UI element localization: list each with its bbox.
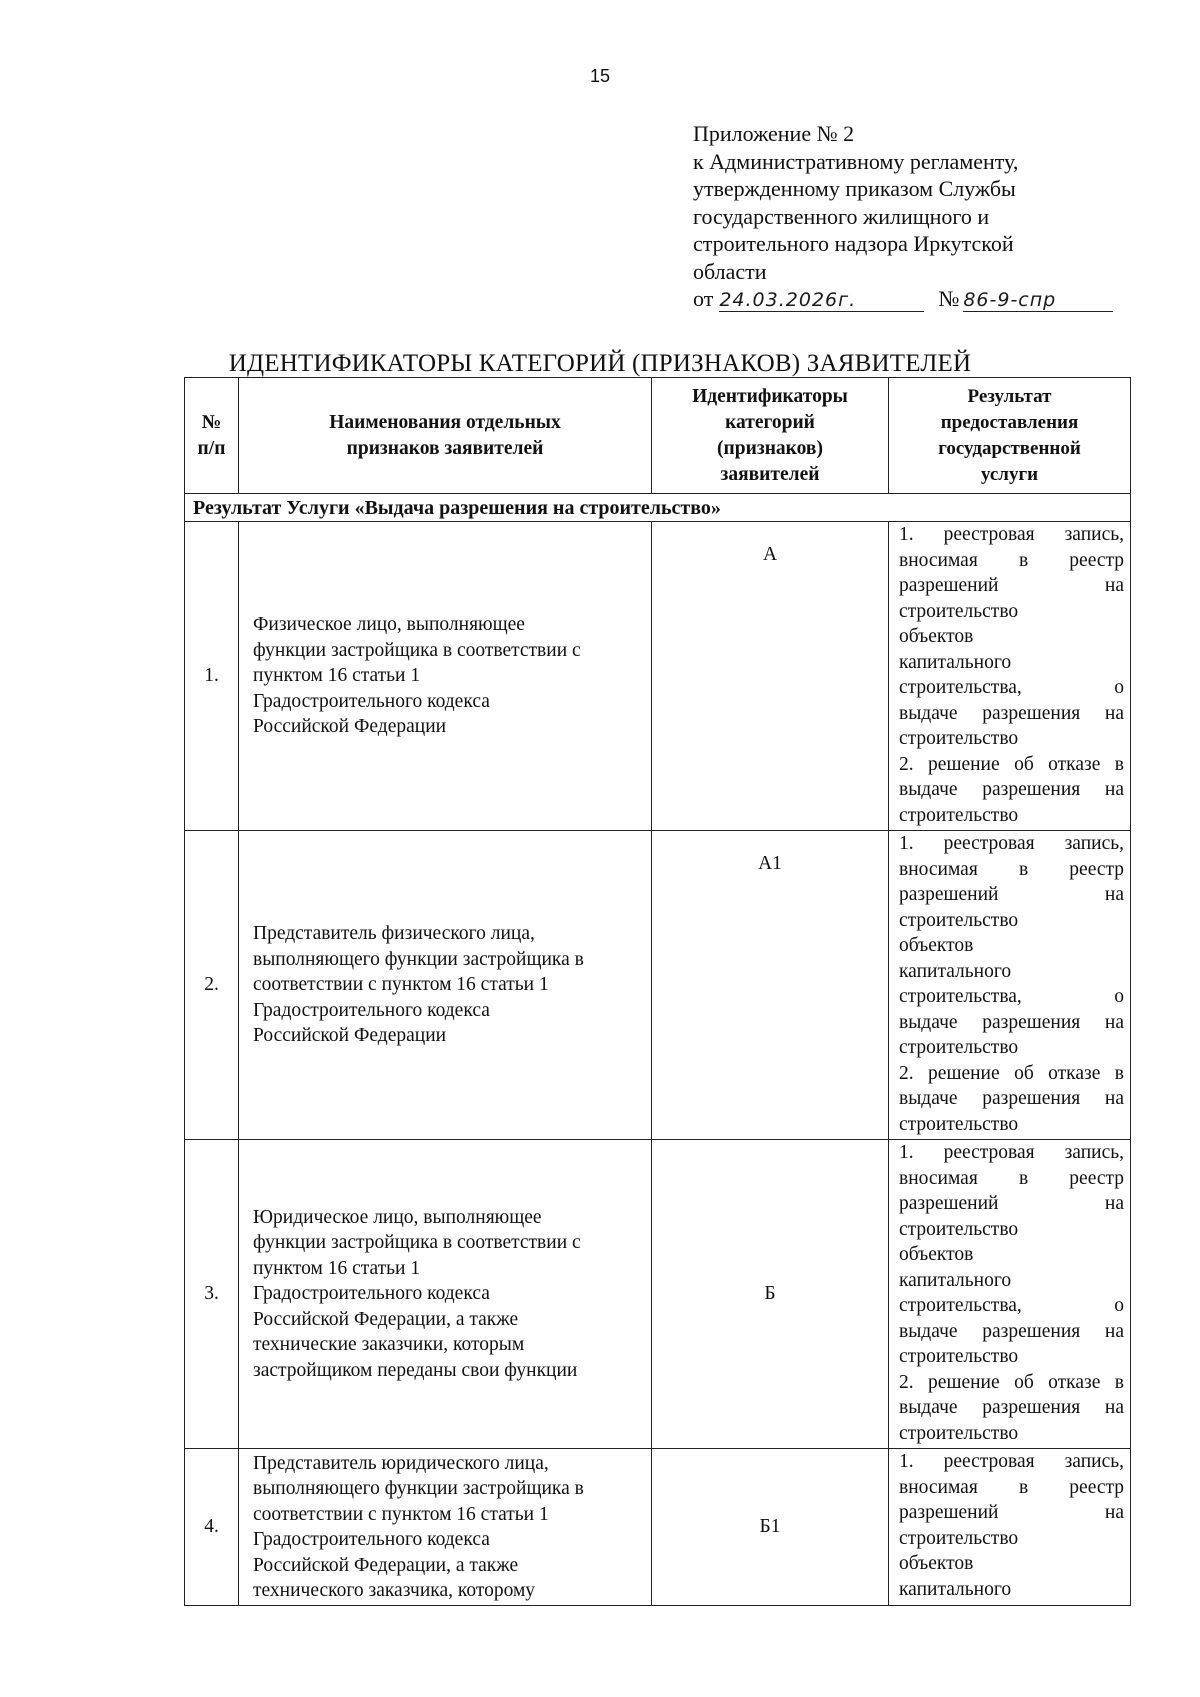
service-result: 1. реестровая запись, вносимая в реестр разрешений на строительство объектов капитального строительства, о выдаче разрешения на строительство 2. решение об отказе в выдаче разрешения на строительство (889, 831, 1131, 1140)
appendix-line: государственного жилищного и (693, 203, 990, 229)
row-number: 2. (185, 831, 239, 1140)
order-date-number-line (693, 285, 1113, 313)
row-number: 4. (185, 1449, 239, 1606)
applicant-feature: Представитель физического лица, выполняющего функции застройщика в соответствии с пунктом 16 статьи 1 Градостроительного кодекса Российской Федерации (239, 831, 652, 1140)
header-result: Результат предоставления государственной услуги (889, 378, 1131, 494)
appendix-block (693, 120, 1113, 313)
number-prefix: № (938, 286, 960, 311)
appendix-line: области (693, 258, 767, 284)
service-result: 1. реестровая запись, вносимая в реестр разрешений на строительство объектов капитального (889, 1449, 1131, 1606)
section-row (185, 494, 1131, 522)
row-number: 3. (185, 1140, 239, 1449)
page-number: 15 (589, 66, 611, 86)
category-identifier: Б (652, 1140, 889, 1449)
document-title: ИДЕНТИФИКАТОРЫ КАТЕГОРИЙ (ПРИЗНАКОВ) ЗАЯВИТЕЛЕЙ (228, 350, 972, 377)
category-identifier: Б1 (652, 1449, 889, 1606)
table-row (185, 522, 1131, 831)
handwritten-order-number: 86-9-спр (963, 289, 1113, 312)
appendix-line: Приложение № 2 (693, 121, 855, 146)
header-identifier: Идентификаторы категорий (признаков) заявителей (652, 378, 889, 494)
appendix-line: строительного надзора Иркутской (693, 231, 1014, 256)
appendix-line: к Административному регламенту, (693, 148, 1019, 174)
applicant-feature: Юридическое лицо, выполняющее функции застройщика в соответствии с пунктом 16 статьи 1 Градостроительного кодекса Российской Федерации, а также технические заказчики, которым застройщиком переданы свои функции (239, 1140, 652, 1449)
table-header-row (185, 378, 1131, 494)
row-number: 1. (185, 522, 239, 831)
service-result: 1. реестровая запись, вносимая в реестр разрешений на строительство объектов капитального строительства, о выдаче разрешения на строительство 2. решение об отказе в выдаче разрешения на строительство (889, 522, 1131, 831)
table-row (185, 1449, 1131, 1606)
handwritten-date: 24.03.2026г. (719, 289, 924, 312)
service-result: 1. реестровая запись, вносимая в реестр разрешений на строительство объектов капитального строительства, о выдаче разрешения на строительство 2. решение об отказе в выдаче разрешения на строительство (889, 1140, 1131, 1449)
header-name: Наименования отдельных признаков заявителей (239, 378, 652, 494)
section-title: Результат Услуги «Выдача разрешения на строительство» (185, 494, 1131, 522)
table-row (185, 831, 1131, 1140)
category-identifier: А1 (652, 831, 889, 1140)
applicant-feature: Представитель юридического лица, выполняющего функции застройщика в соответствии с пунктом 16 статьи 1 Градостроительного кодекса Российской Федерации, а также технического заказчика, которому (239, 1449, 652, 1606)
applicant-feature: Физическое лицо, выполняющее функции застройщика в соответствии с пунктом 16 статьи 1 Градостроительного кодекса Российской Федерации (239, 522, 652, 831)
date-prefix: от (693, 286, 714, 311)
category-identifier: А (652, 522, 889, 831)
table-row (185, 1140, 1131, 1449)
applicant-categories-table (184, 377, 1131, 1606)
appendix-line: утвержденному приказом Службы (693, 176, 1016, 201)
header-number: № п/п (185, 378, 239, 494)
